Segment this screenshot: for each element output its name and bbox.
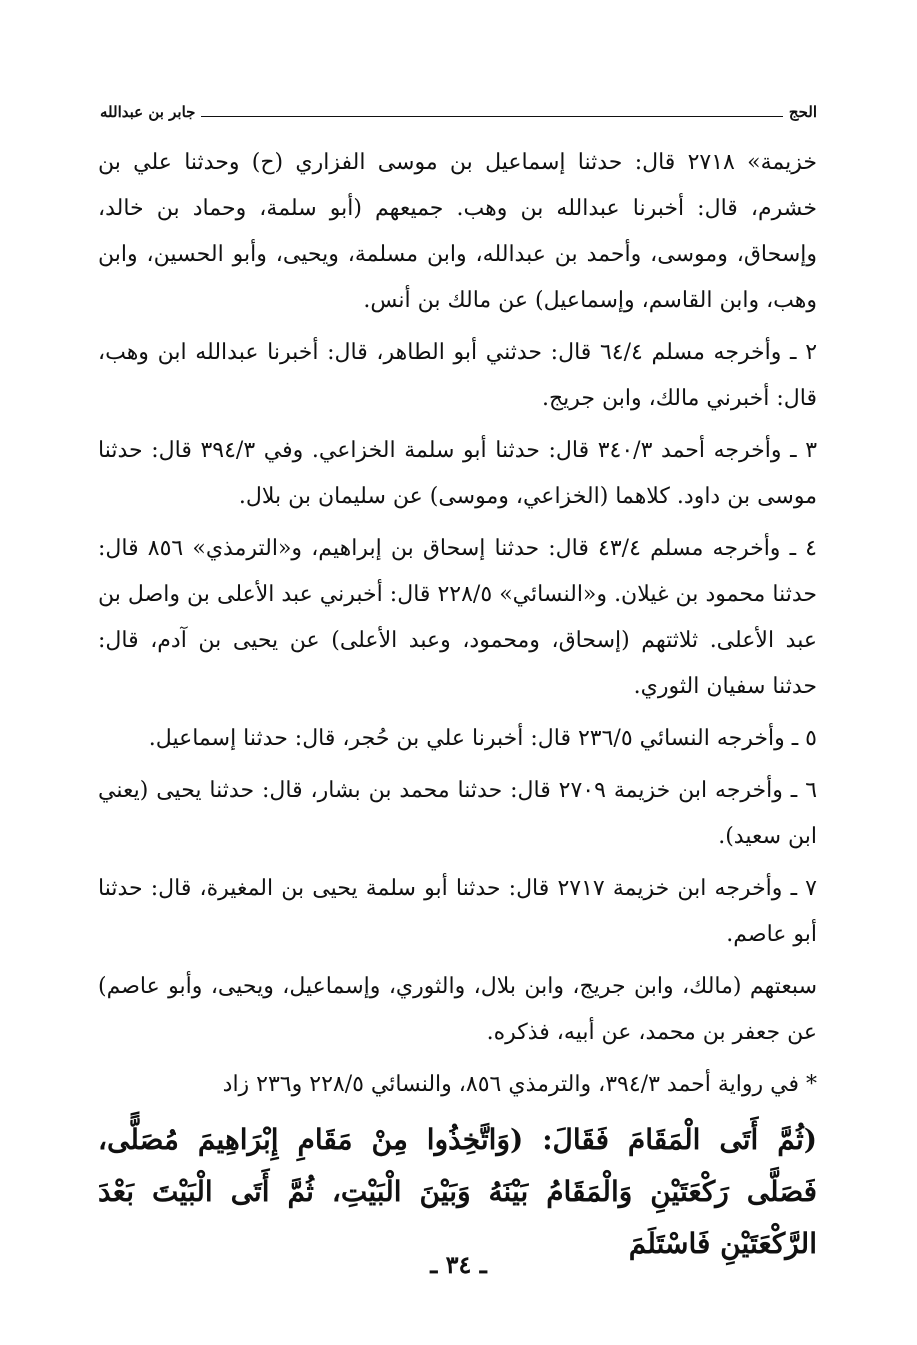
running-header [100,98,817,126]
paragraph-takhrij-7: ٧ ـ وأخرجه ابن خزيمة ٢٧١٧ قال: حدثنا أبو سلمة يحيى بن المغيرة، قال: حدثنا أبو عاصم. [98,876,817,947]
page-number: ـ ٣٤ ـ [430,1250,487,1279]
header-rule [201,116,782,117]
header-narrator-title: جابر بن عبدالله [100,103,196,121]
paragraph-summary: سبعتهم (مالك، وابن جريج، وابن بلال، والثوري، وإسماعيل، ويحيى، وأبو عاصم) عن جعفر بن محمد، عن أبيه، فذكره. [98,974,817,1045]
paragraph-takhrij-4: ٤ ـ وأخرجه مسلم ٤٣/٤ قال: حدثنا إسحاق بن إبراهيم، و«الترمذي» ٨٥٦ قال: حدثنا محمود بن غيلان. و«النسائي» ٢٢٨/٥ قال: أخبرني عبد الأعلى بن واصل بن عبد الأعلى. ثلاثتهم (إسحاق، ومحمود، وعبد الأعلى) عن يحيى بن آدم، قال: حدثنا سفيان الثوري. [98,536,817,699]
paragraph-takhrij-3: ٣ ـ وأخرجه أحمد ٣٤٠/٣ قال: حدثنا أبو سلمة الخزاعي. وفي ٣٩٤/٣ قال: حدثنا موسى بن داود. كلاهما (الخزاعي، وموسى) عن سليمان بن بلال. [98,438,818,509]
hadith-addition-text: (ثُمَّ أَتَى الْمَقَامَ فَقَالَ: (وَاتَّخِذُوا مِنْ مَقَامِ إِبْرَاهِيمَ مُصَلًّى، فَصَلَّى رَكْعَتَيْنِ وَالْمَقَامُ بَيْنَهُ وَبَيْنَ الْبَيْتِ، ثُمَّ أَتَى الْبَيْتَ بَعْدَ الرَّكْعَتَيْنِ فَاسْتَلَمَ [98,1123,817,1260]
paragraph-takhrij-6: ٦ ـ وأخرجه ابن خزيمة ٢٧٠٩ قال: حدثنا محمد بن بشار، قال: حدثنا يحيى (يعني ابن سعيد). [98,778,818,849]
page-body [98,140,817,1276]
paragraph-continuation: خزيمة» ٢٧١٨ قال: حدثنا إسماعيل بن موسى الفزاري (ح) وحدثنا علي بن خشرم، قال: أخبرنا عبدالله بن وهب. جميعهم (أبو سلمة، وحماد بن خالد، وإسحاق، وموسى، وأحمد بن عبدالله، وابن مسلمة، ويحيى، وأبو الحسين، وابن وهب، وابن القاسم، وإسماعيل) عن مالك بن أنس. [98,150,818,313]
paragraph-takhrij-2: ٢ ـ وأخرجه مسلم ٦٤/٤ قال: حدثني أبو الطاهر، قال: أخبرنا عبدالله ابن وهب، قال: أخبرني مالك، وابن جريج. [98,340,818,411]
header-chapter-title: الحج [788,103,817,121]
paragraph-takhrij-5: ٥ ـ وأخرجه النسائي ٢٣٦/٥ قال: أخبرنا علي بن حُجر، قال: حدثنا إسماعيل. [148,726,817,751]
note-line: * في رواية أحمد ٣٩٤/٣، والترمذي ٨٥٦، والنسائي ٢٢٨/٥ و٢٣٦ زاد [222,1072,817,1097]
